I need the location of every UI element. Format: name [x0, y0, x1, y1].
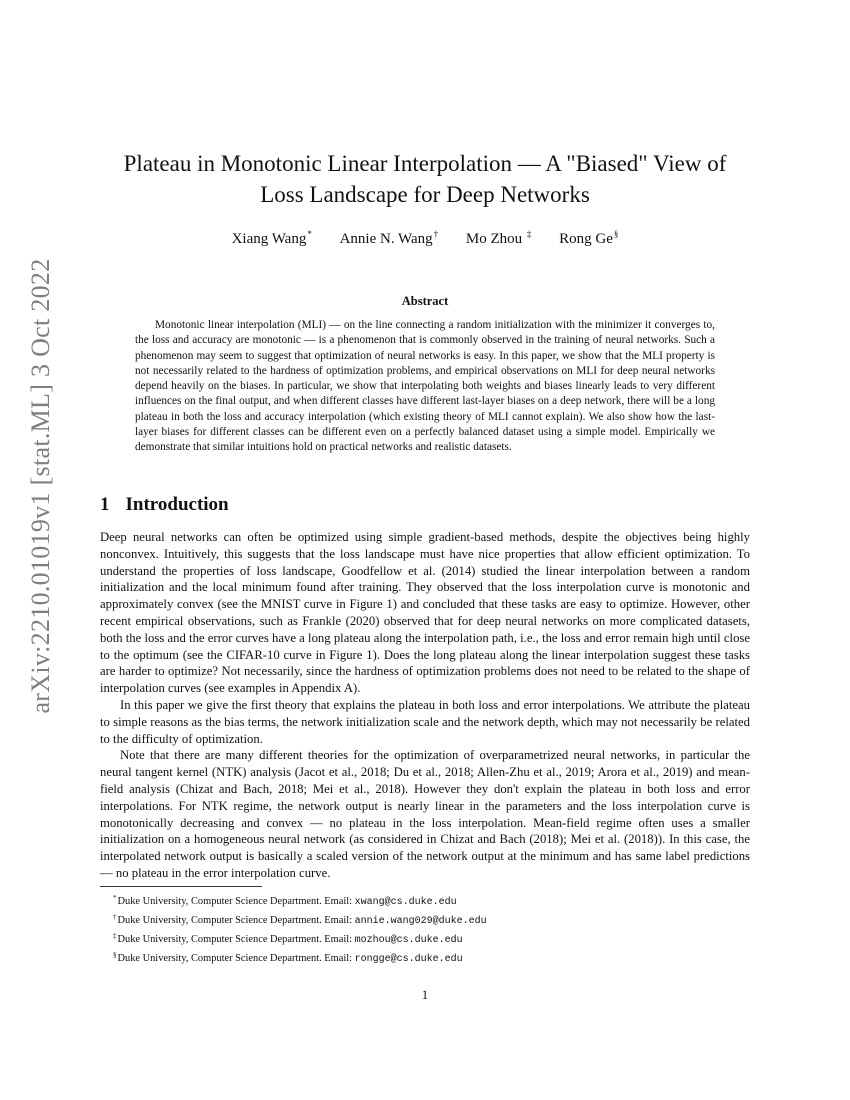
abstract-heading: Abstract [401, 294, 449, 308]
author-footnote-mark[interactable]: † [433, 229, 439, 239]
footnote-text: Duke University, Computer Science Department. Email: [117, 896, 355, 907]
arxiv-identifier-stamp: arXiv:2210.01019v1 [stat.ML] 3 Oct 2022 [26, 258, 55, 714]
section-title: Introduction [125, 494, 229, 515]
author-name: Mo Zhou [465, 231, 523, 247]
author-name: Xiang Wang [231, 231, 307, 247]
email-link[interactable]: xwang@cs.duke.edu [354, 897, 457, 908]
footnote-text: Duke University, Computer Science Department. Email: [117, 915, 355, 926]
author-1 [232, 229, 312, 248]
author-4 [559, 229, 618, 248]
introduction-body [100, 529, 750, 882]
paragraph: In this paper we give the first theory that explains the plateau in both loss and error interpolations. We attribute the plateau to simple reasons as the bias terms, the network initialization scale and the network depth, which may not necessarily be related to the difficulty of optimization. [100, 697, 750, 746]
email-link[interactable]: annie.wang029@duke.edu [354, 916, 487, 927]
email-link[interactable]: rongge@cs.duke.edu [354, 954, 463, 965]
footnotes [113, 891, 750, 967]
page-number: 1 [421, 988, 429, 1002]
author-name: Rong Ge [559, 231, 613, 247]
footnote-4 [113, 948, 750, 967]
section-heading-introduction [100, 494, 229, 516]
author-footnote-mark[interactable]: § [613, 229, 619, 239]
author-3 [466, 229, 532, 248]
footnote-mark: § [113, 951, 117, 959]
paragraph: Deep neural networks can often be optimized using simple gradient-based methods, despite the objectives being highly nonconvex. Intuitively, this suggests that the loss landscape must have nice properties that allow efficient optimization. To understand the properties of loss landscape, Goodfellow et al. (2014) studied the linear interpolation between a random initialization and the local minimum found after training. They observed that the loss interpolation curve is monotonic and approximately convex (see the MNIST curve in Figure 1) and concluded that these tasks are easy to optimize. However, other recent empirical observations, such as Frankle (2020) observed that for deep neural networks on more complicated datasets, both the loss and the error curves have a long plateau along the interpolation path, i.e., the loss and error remain high until close to the optimum (see the CIFAR-10 curve in Figure 1). Does the long plateau along the linear interpolation suggest these tasks are harder to optimize? Not necessarily, since the hardness of optimization problems does not need to be related to the shape of interpolation curves (see examples in Appendix A). [100, 530, 750, 696]
abstract-body: Monotonic linear interpolation (MLI) — on the line connecting a random initialization with the minimizer it converges to, the loss and accuracy are monotonic — is a phenomenon that is commonly observed in the training of neural networks. Such a phenomenon may seem to suggest that optimization of neural networks is easy. In this paper, we show that the MLI property is not necessarily related to the hardness of optimization problems, and empirical observations on MLI for deep neural networks depend heavily on the biases. In particular, we show that interpolating both weights and biases linearly leads to very different influences on the final output, and when different classes have different last-layer biases on a deep network, there will be a long plateau in both the loss and accuracy interpolation (which existing theory of MLI cannot explain). We also show how the last-layer biases for different classes can be different even on a perfectly balanced dataset using a simple model. Empirically we demonstrate that similar intuitions hold on practical networks and realistic datasets. [135, 319, 715, 454]
author-2 [340, 229, 439, 248]
footnote-text: Duke University, Computer Science Department. Email: [117, 934, 355, 945]
paragraph: Note that there are many different theories for the optimization of overparametrized neural networks, in particular the neural tangent kernel (NTK) analysis (Jacot et al., 2018; Du et al., 2018; Allen-Zhu et al., 2019; Arora et al., 2019) and mean-field analysis (Chizat and Bach, 2018; Mei et al., 2018). However they don't explain the plateau in both loss and error interpolations. For NTK regime, the network output is nearly linear in the parameters and the loss interpolation curve is monotonically decreasing and convex — no plateau in the loss interpolation. Mean-field regime often uses a smaller initialization on a homogeneous neural network (as considered in Chizat and Bach (2018); Mei et al. (2018)). In this case, the interpolated network output is basically a scaled version of the network output at the minimum and has same label predictions — no plateau in the error interpolation curve. [100, 748, 750, 880]
author-footnote-mark[interactable]: * [307, 229, 312, 239]
email-link[interactable]: mozhou@cs.duke.edu [354, 935, 463, 946]
footnote-mark: ‡ [113, 932, 117, 940]
footnote-2 [113, 910, 750, 929]
author-name: Annie N. Wang [339, 231, 433, 247]
author-footnote-mark[interactable]: ‡ [526, 229, 532, 239]
footnote-text: Duke University, Computer Science Department. Email: [117, 953, 355, 964]
footnote-mark: * [113, 894, 117, 902]
footnote-divider [100, 886, 262, 887]
section-number: 1 [100, 494, 110, 515]
author-list [100, 229, 750, 248]
footnote-3 [113, 929, 750, 948]
footnote-1 [113, 891, 750, 910]
footnote-mark: † [113, 913, 117, 921]
paper-title: Plateau in Monotonic Linear Interpolation — A "Biased" View of Loss Landscape for Deep Networks [123, 151, 727, 207]
